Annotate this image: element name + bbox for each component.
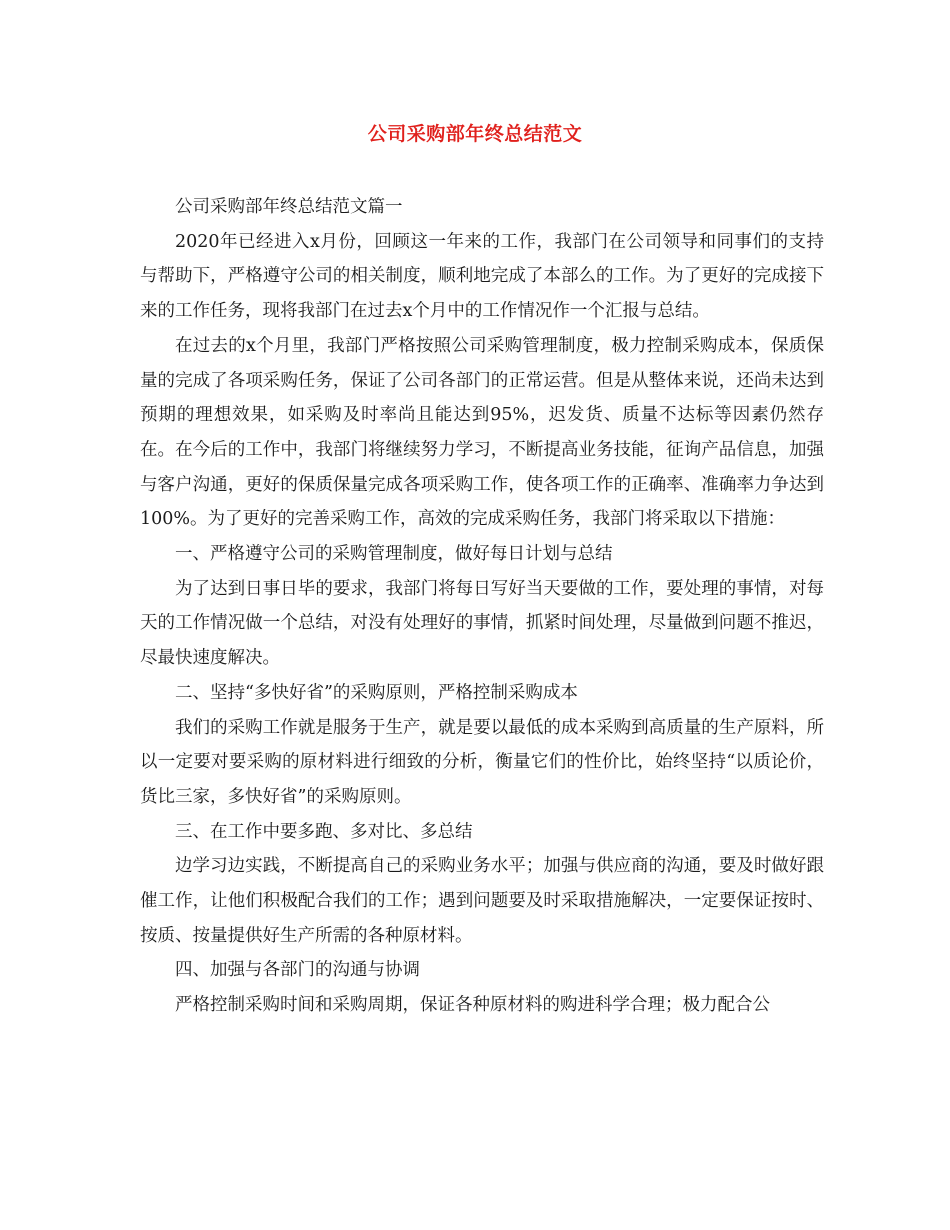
measure-heading: 二、坚持“多快好省”的采购原则，严格控制采购成本 [175, 682, 578, 703]
body-paragraph: 我们的采购工作就是服务于生产，就是要以最低的成本采购到高质量的生产原料，所以一定要对要采购的原材料进行细致的分析，衡量它们的性价比，始终坚持“以质论价，货比三家，多快好省”的采购原则。 [140, 717, 824, 807]
document-title: 公司采购部年终总结范文 [367, 123, 583, 145]
body-paragraph: 边学习边实践，不断提高自己的采购业务水平；加强与供应商的沟通，要及时做好跟催工作，让他们积极配合我们的工作；遇到问题要及时采取措施解决，一定要保证按时、按质、按量提供好生产所需的各种原材料。 [140, 856, 824, 946]
document-body [140, 190, 824, 1023]
measure-heading: 三、在工作中要多跑、多对比、多总结 [175, 821, 473, 842]
measure-heading: 一、严格遵守公司的采购管理制度，做好每日计划与总结 [175, 544, 613, 565]
body-paragraph: 在过去的x个月里，我部门严格按照公司采购管理制度，极力控制采购成本，保质保量的完成了各项采购任务，保证了公司各部门的正常运营。但是从整体来说，还尚未达到预期的理想效果，如采购及时率尚且能达到95%，迟发货、质量不达标等因素仍然存在。在今后的工作中，我部门将继续努力学习，不断提高业务技能，征询产品信息，加强与客户沟通，更好的保质保量完成各项采购工作，使各项工作的正确率、准确率力争达到100%。为了更好的完善采购工作，高效的完成采购任务，我部门将采取以下措施： [140, 335, 824, 530]
section-heading: 公司采购部年终总结范文篇一 [175, 197, 403, 217]
body-paragraph: 为了达到日事日毕的要求，我部门将每日写好当天要做的工作，要处理的事情，对每天的工作情况做一个总结，对没有处理好的事情，抓紧时间处理，尽量做到问题不推迟，尽最快速度解决。 [140, 578, 824, 669]
body-paragraph: 严格控制采购时间和采购周期，保证各种原材料的购进科学合理；极力配合公 [175, 995, 770, 1016]
body-paragraph: 2020年已经进入x月份，回顾这一年来的工作，我部门在公司领导和同事们的支持与帮助下，严格遵守公司的相关制度，顺利地完成了本部么的工作。为了更好的完成接下来的工作任务，现将我部门在过去x个月中的工作情况作一个汇报与总结。 [140, 231, 824, 322]
measure-heading: 四、加强与各部门的沟通与协调 [175, 960, 420, 981]
